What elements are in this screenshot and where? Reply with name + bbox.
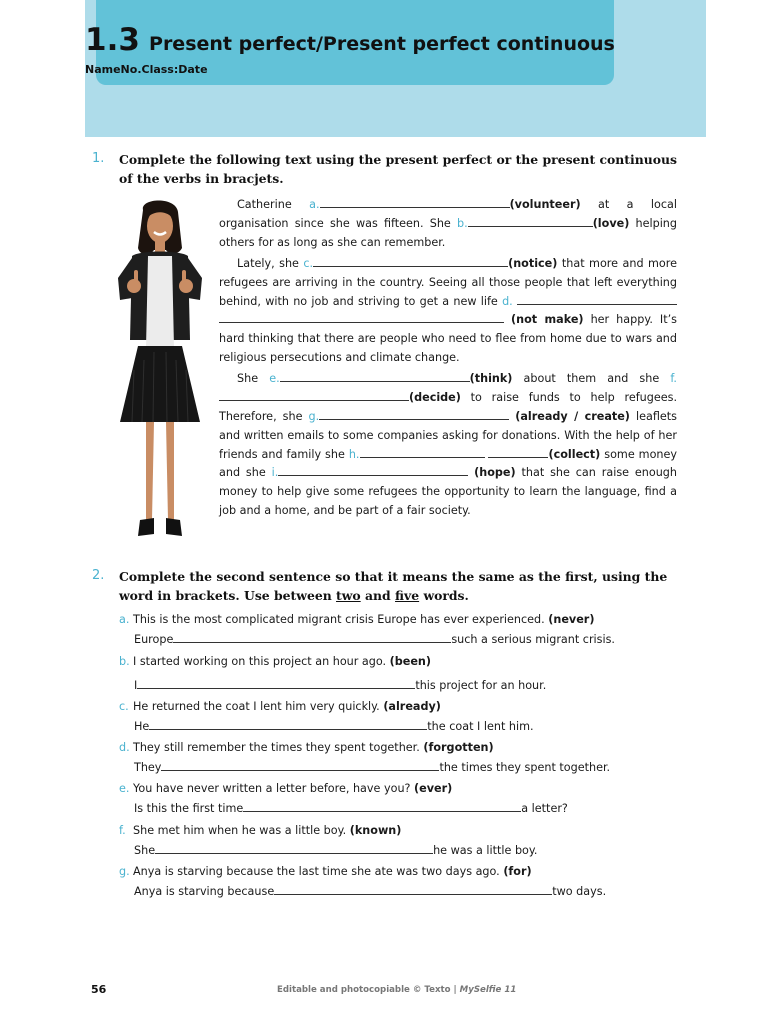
gap-letter-f: f. (670, 372, 677, 386)
item-end: two days. (552, 885, 607, 898)
transformation-item-f (119, 824, 699, 857)
book-title: MySelfie 11 (459, 985, 517, 995)
answer-blank-h[interactable] (360, 446, 485, 458)
item-sentence: He returned the coat I lent him very quickly. (133, 700, 380, 713)
item-end: the times they spent together. (439, 761, 611, 774)
answer-blank[interactable] (155, 842, 433, 854)
gap-letter-g: g. (308, 409, 320, 423)
reading-passage (219, 196, 677, 523)
verb-cue-f: (decide) (409, 391, 461, 405)
passage-paragraph-3 (219, 370, 677, 520)
item-sentence: Anya is starving because the last time she ate was two days ago. (133, 865, 500, 878)
verb-cue-b: (love) (592, 216, 630, 230)
item-end: this project for an hour. (415, 679, 547, 692)
item-sentence: You have never written a letter before, have you? (133, 782, 411, 795)
item-cue: (for) (503, 865, 532, 878)
passage-text: leaflets and written emails to some companies asking for donations. With the help of her friends and family she (219, 409, 677, 461)
item-sentence: They still remember the times they spent together. (133, 741, 420, 754)
exercise-2-instruction (119, 567, 679, 605)
item-letter: b. (119, 655, 130, 668)
verb-cue-c: (notice) (508, 256, 558, 270)
instruction-max-words: five (395, 588, 420, 603)
answer-blank-c[interactable] (313, 255, 508, 267)
item-cue: (never) (548, 613, 595, 626)
verb-cue-d: (not make) (511, 313, 584, 327)
credit-text: Editable and photocopiable © Texto | (277, 985, 460, 995)
item-sentence: This is the most complicated migrant crisis Europe has ever experienced. (133, 613, 545, 626)
passage-text: She (237, 372, 270, 386)
unit-number: 1.3 (85, 22, 140, 58)
answer-blank[interactable] (137, 677, 415, 689)
verb-cue-e: (think) (469, 372, 513, 386)
item-start: I (134, 679, 138, 692)
instruction-min-words: two (336, 588, 361, 603)
instruction-text: Complete the second sentence so that it means the same as the first, using the word in brackets. Use between (119, 569, 668, 603)
instruction-text: words. (419, 588, 469, 603)
copyright-credit (277, 985, 516, 995)
item-end: such a serious migrant crisis. (451, 633, 615, 646)
passage-text: to raise funds to help refugees. Therefore, she (219, 391, 677, 423)
item-letter: a. (119, 613, 130, 626)
woman-thumbs-up-illustration (110, 200, 210, 538)
gap-letter-c: c. (303, 256, 314, 270)
item-cue: (already) (383, 700, 441, 713)
answer-blank-h-extra[interactable] (488, 446, 548, 458)
gap-letter-h: h. (348, 447, 360, 461)
answer-blank-a[interactable] (320, 196, 510, 208)
answer-blank-b[interactable] (468, 215, 593, 227)
answer-blank[interactable] (243, 800, 521, 812)
gap-letter-d: d. (502, 294, 513, 308)
answer-blank[interactable] (173, 631, 451, 643)
item-start: He (134, 720, 150, 733)
verb-cue-g: (already / create) (515, 409, 630, 423)
passage-paragraph-2 (219, 255, 677, 368)
gap-letter-i: i. (271, 466, 279, 480)
passage-text: that she can raise enough money to help give some refugees the opportunity to learn the language, find a job and a home, and be part of a fair society. (219, 466, 677, 517)
gap-letter-a: a. (309, 198, 320, 211)
answer-blank-g[interactable] (319, 408, 509, 420)
item-letter: f. (119, 824, 126, 837)
passage-text: some money and she (219, 447, 678, 480)
answer-blank[interactable] (149, 718, 427, 730)
gap-letter-b: b. (457, 216, 468, 230)
gap-letter-e: e. (269, 372, 280, 386)
transformation-item-d (119, 741, 699, 774)
student-info-line: NameNo.Class:Date (85, 63, 208, 76)
page-number: 56 (91, 983, 107, 996)
exercise-1-number: 1. (92, 151, 105, 166)
item-end: the coat I lent him. (427, 720, 534, 733)
item-letter: c. (119, 700, 129, 713)
item-start: Is this the first time (134, 802, 244, 815)
verb-cue-a: (volunteer) (509, 198, 581, 211)
item-start: She (134, 844, 156, 857)
verb-cue-h: (collect) (548, 447, 601, 461)
item-start: Europe (134, 633, 174, 646)
item-cue: (ever) (414, 782, 453, 795)
unit-title: Present perfect/Present perfect continuous (149, 33, 615, 55)
answer-blank-f[interactable] (219, 389, 409, 401)
item-letter: e. (119, 782, 130, 795)
transformation-item-c (119, 700, 699, 733)
item-start: Anya is starving because (134, 885, 275, 898)
item-start: They (134, 761, 162, 774)
page-title (85, 22, 615, 58)
passage-text: about them and she (512, 372, 671, 386)
item-letter: g. (119, 865, 130, 878)
item-end: he was a little boy. (433, 844, 538, 857)
verb-cue-i: (hope) (474, 466, 516, 480)
item-sentence: I started working on this project an hour ago. (133, 655, 387, 668)
answer-blank-e[interactable] (280, 370, 470, 382)
exercise-2-number: 2. (92, 568, 105, 583)
passage-paragraph-1 (219, 196, 677, 252)
transformation-item-g (119, 865, 699, 898)
item-sentence: She met him when he was a little boy. (133, 824, 347, 837)
item-cue: (been) (389, 655, 432, 668)
answer-blank[interactable] (161, 759, 439, 771)
answer-blank[interactable] (274, 883, 552, 895)
passage-text: at a local organisation since she was fifteen. She (219, 198, 678, 230)
passage-text: helping others for as long as she can remember. (219, 216, 677, 249)
answer-blank-d-line2[interactable] (219, 311, 504, 323)
answer-blank-d-line1[interactable] (517, 293, 677, 305)
transformation-item-a (119, 613, 699, 646)
item-end: a letter? (521, 802, 568, 815)
answer-blank-i[interactable] (278, 464, 468, 476)
exercise-1-instruction: Complete the following text using the present perfect or the present continuous of the verbs in bracjets. (119, 152, 677, 186)
item-cue: (forgotten) (423, 741, 494, 754)
passage-text: that more and more refugees are arriving in the country. Seeing all those people that left everything behind, with no job and striving to get a new life (219, 256, 677, 308)
item-letter: d. (119, 741, 130, 754)
instruction-text: and (360, 588, 396, 603)
passage-text: her happy. It’s hard thinking that there are people who need to flee from home due to wars and religious persecutions and climate change. (219, 313, 678, 364)
passage-text: Catherine (237, 198, 310, 211)
transformation-item-e (119, 782, 699, 815)
item-cue: (known) (349, 824, 402, 837)
passage-text: Lately, she (237, 256, 304, 270)
transformation-item-b (119, 655, 699, 692)
